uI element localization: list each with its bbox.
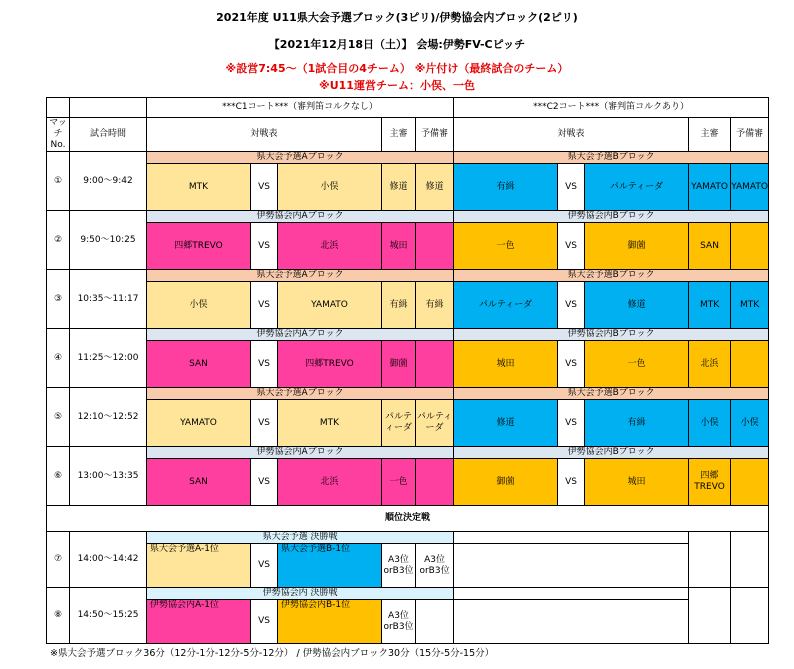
ranking-title: 順位決定戦 bbox=[47, 506, 769, 532]
c1-away-team: YAMATO bbox=[278, 282, 382, 329]
match-number: ① bbox=[47, 152, 70, 211]
c1-backup-referee bbox=[416, 223, 454, 270]
match-number: ⑤ bbox=[47, 388, 70, 447]
final-block-row bbox=[47, 532, 769, 544]
c2-backup-referee: 小俣 bbox=[731, 400, 769, 447]
c1-block-label: 伊勢協会内Aブロック bbox=[147, 211, 454, 223]
c2-block-label: 伊勢協会内Bブロック bbox=[454, 447, 769, 459]
c1-backup-referee: 有緝 bbox=[416, 282, 454, 329]
match-time: 9:50～10:25 bbox=[70, 211, 147, 270]
c1-main-referee: 城田 bbox=[382, 223, 416, 270]
c2-away-team: 一色 bbox=[585, 341, 689, 388]
final-vs-label: VS bbox=[251, 544, 278, 588]
c1-vs-label: VS bbox=[251, 164, 278, 211]
match-time: 11:25～12:00 bbox=[70, 329, 147, 388]
c1-matchup-header: 対戦表 bbox=[147, 118, 382, 152]
block-row bbox=[47, 270, 769, 282]
c2-backup-referee: MTK bbox=[731, 282, 769, 329]
c2-home-team: 修道 bbox=[454, 400, 558, 447]
c1-vs-label: VS bbox=[251, 223, 278, 270]
ranking-title-row bbox=[47, 506, 769, 532]
c1-home-team: 小俣 bbox=[147, 282, 251, 329]
final-match-row bbox=[47, 600, 769, 644]
final-block-label: 県大会予選 決勝戦 bbox=[147, 532, 454, 544]
c1-main-referee: 一色 bbox=[382, 459, 416, 506]
c1-home-team: MTK bbox=[147, 164, 251, 211]
court-c2-header: ***C2コート***（審判笛コルクあり） bbox=[454, 98, 769, 118]
c2-vs-label: VS bbox=[558, 341, 585, 388]
management-teams: ※U11運営チーム：小俣、一色 bbox=[319, 79, 475, 92]
c2-backup-referee bbox=[731, 223, 769, 270]
c2-home-team: 一色 bbox=[454, 223, 558, 270]
final-home-slot: 県大会予選A-1位 bbox=[147, 544, 251, 588]
c2-home-team: 城田 bbox=[454, 341, 558, 388]
c2-away-team: 修道 bbox=[585, 282, 689, 329]
match-number: ④ bbox=[47, 329, 70, 388]
c1-block-label: 県大会予選Aブロック bbox=[147, 388, 454, 400]
c2-backup-referee bbox=[731, 341, 769, 388]
c2-empty-cell bbox=[454, 588, 689, 600]
c2-vs-label: VS bbox=[558, 164, 585, 211]
c1-block-label: 伊勢協会内Aブロック bbox=[147, 447, 454, 459]
block-row bbox=[47, 211, 769, 223]
c1-backup-referee: パルティーダ bbox=[416, 400, 454, 447]
time-header: 試合時間 bbox=[70, 118, 147, 152]
c1-block-label: 県大会予選Aブロック bbox=[147, 270, 454, 282]
c1-away-team: 北浜 bbox=[278, 459, 382, 506]
match-number: ③ bbox=[47, 270, 70, 329]
c2-away-team: 有緝 bbox=[585, 400, 689, 447]
final-away-slot: 県大会予選B-1位 bbox=[278, 544, 382, 588]
setup-notice: ※設営7:45～（1試合目の4チーム） ※片付け（最終試合のチーム） bbox=[225, 62, 569, 75]
block-row bbox=[47, 152, 769, 164]
c1-backup-referee bbox=[416, 459, 454, 506]
final-block-label: 伊勢協会内 決勝戦 bbox=[147, 588, 454, 600]
c1-main-referee: パルティーダ bbox=[382, 400, 416, 447]
final-match-row bbox=[47, 544, 769, 588]
c2-empty-cell bbox=[454, 600, 689, 644]
c1-away-team: 四郷TREVO bbox=[278, 341, 382, 388]
c1-main-ref-header: 主審 bbox=[382, 118, 416, 152]
c2-empty-cell bbox=[454, 544, 689, 588]
c1-away-team: MTK bbox=[278, 400, 382, 447]
match-time: 9:00～9:42 bbox=[70, 152, 147, 211]
c1-vs-label: VS bbox=[251, 400, 278, 447]
column-header-row bbox=[47, 118, 769, 152]
final-backup-referee bbox=[416, 600, 454, 644]
c1-home-team: SAN bbox=[147, 341, 251, 388]
c2-main-referee: MTK bbox=[689, 282, 731, 329]
c2-main-referee: 小俣 bbox=[689, 400, 731, 447]
c2-block-label: 伊勢協会内Bブロック bbox=[454, 211, 769, 223]
c2-block-label: 県大会予選Bブロック bbox=[454, 270, 769, 282]
match-row bbox=[47, 400, 769, 447]
schedule-table bbox=[46, 97, 769, 644]
c2-main-referee: 北浜 bbox=[689, 341, 731, 388]
page-title: 2021年度 U11県大会予選ブロック(3ピリ)/伊勢協会内ブロック(2ピリ) bbox=[216, 11, 578, 24]
c1-home-team: 四郷TREVO bbox=[147, 223, 251, 270]
c2-empty-cell bbox=[454, 532, 689, 544]
final-away-slot: 伊勢協会内B-1位 bbox=[278, 600, 382, 644]
c2-vs-label: VS bbox=[558, 223, 585, 270]
c2-main-referee: YAMATO bbox=[689, 164, 731, 211]
match-time: 10:35～11:17 bbox=[70, 270, 147, 329]
court-c1-header: ***C1コート***（審判笛コルクなし） bbox=[147, 98, 454, 118]
c2-away-team: 城田 bbox=[585, 459, 689, 506]
c1-main-referee: 有緝 bbox=[382, 282, 416, 329]
c2-matchup-header: 対戦表 bbox=[454, 118, 689, 152]
c2-vs-label: VS bbox=[558, 400, 585, 447]
c2-home-team: 有緝 bbox=[454, 164, 558, 211]
c1-backup-referee: 修道 bbox=[416, 164, 454, 211]
block-row bbox=[47, 447, 769, 459]
c2-away-team: 御薗 bbox=[585, 223, 689, 270]
match-no-header: マッチNo. bbox=[47, 118, 70, 152]
match-time: 14:50～15:25 bbox=[70, 588, 147, 644]
c2-vs-label: VS bbox=[558, 459, 585, 506]
final-main-referee: A3位orB3位 bbox=[382, 544, 416, 588]
c2-empty-cell bbox=[731, 532, 769, 588]
c1-away-team: 小俣 bbox=[278, 164, 382, 211]
match-number: ⑧ bbox=[47, 588, 70, 644]
c2-main-referee: SAN bbox=[689, 223, 731, 270]
c2-away-team: パルティーダ bbox=[585, 164, 689, 211]
c1-away-team: 北浜 bbox=[278, 223, 382, 270]
court-header-row bbox=[47, 98, 769, 118]
c1-vs-label: VS bbox=[251, 282, 278, 329]
c2-empty-cell bbox=[731, 588, 769, 644]
final-block-row bbox=[47, 588, 769, 600]
c2-empty-cell bbox=[689, 532, 731, 588]
final-main-referee: A3位orB3位 bbox=[382, 600, 416, 644]
c2-home-team: 御薗 bbox=[454, 459, 558, 506]
final-home-slot: 伊勢協会内A-1位 bbox=[147, 600, 251, 644]
c1-main-referee: 御薗 bbox=[382, 341, 416, 388]
match-number: ② bbox=[47, 211, 70, 270]
c2-block-label: 県大会予選Bブロック bbox=[454, 388, 769, 400]
final-vs-label: VS bbox=[251, 600, 278, 644]
c2-block-label: 県大会予選Bブロック bbox=[454, 152, 769, 164]
match-row bbox=[47, 459, 769, 506]
c1-home-team: YAMATO bbox=[147, 400, 251, 447]
c1-backup-referee bbox=[416, 341, 454, 388]
date-venue: 【2021年12月18日（土）】 会場:伊勢FV-Cピッチ bbox=[268, 38, 526, 51]
c2-backup-ref-header: 予備審 bbox=[731, 118, 769, 152]
c2-backup-referee bbox=[731, 459, 769, 506]
c1-backup-ref-header: 予備審 bbox=[416, 118, 454, 152]
match-time: 14:00～14:42 bbox=[70, 532, 147, 588]
block-row bbox=[47, 388, 769, 400]
c1-vs-label: VS bbox=[251, 341, 278, 388]
c2-backup-referee: YAMATO bbox=[731, 164, 769, 211]
c2-main-ref-header: 主審 bbox=[689, 118, 731, 152]
c1-main-referee: 修道 bbox=[382, 164, 416, 211]
match-row bbox=[47, 223, 769, 270]
block-row bbox=[47, 329, 769, 341]
match-row bbox=[47, 164, 769, 211]
c2-vs-label: VS bbox=[558, 282, 585, 329]
match-row bbox=[47, 282, 769, 329]
match-time: 12:10～12:52 bbox=[70, 388, 147, 447]
c2-empty-cell bbox=[689, 588, 731, 644]
c1-block-label: 伊勢協会内Aブロック bbox=[147, 329, 454, 341]
c1-vs-label: VS bbox=[251, 459, 278, 506]
match-number: ⑥ bbox=[47, 447, 70, 506]
match-number: ⑦ bbox=[47, 532, 70, 588]
c2-home-team: パルティーダ bbox=[454, 282, 558, 329]
final-backup-referee: A3位orB3位 bbox=[416, 544, 454, 588]
c1-block-label: 県大会予選Aブロック bbox=[147, 152, 454, 164]
footnote: ※県大会予選ブロック36分（12分-1分-12分-5分-12分） / 伊勢協会内ブロック30分（15分-5分-15分） bbox=[50, 648, 495, 659]
match-time: 13:00～13:35 bbox=[70, 447, 147, 506]
c2-block-label: 伊勢協会内Bブロック bbox=[454, 329, 769, 341]
c2-main-referee: 四郷TREVO bbox=[689, 459, 731, 506]
c1-home-team: SAN bbox=[147, 459, 251, 506]
match-row bbox=[47, 341, 769, 388]
